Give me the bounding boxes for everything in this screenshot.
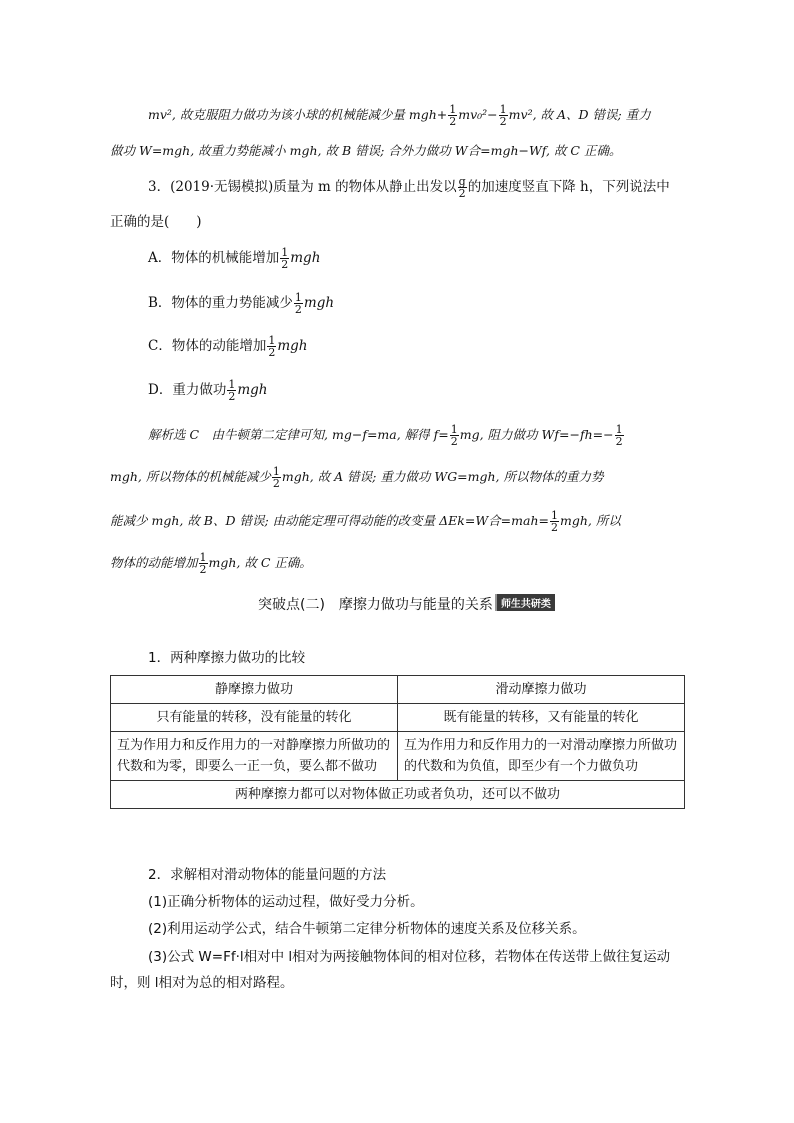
table-footer-cell: 两种摩擦力都可以对物体做正功或者负功，还可以不做功: [111, 781, 685, 809]
question-3-stem-cont: 正确的是( ): [110, 214, 202, 230]
section-title: 突破点(二) 摩擦力做功与能量的关系: [258, 597, 493, 613]
fraction-half: $\frac{1}{2}$: [449, 103, 457, 128]
top-line-1: [148, 104, 651, 127]
table-cell: 互为作用力和反作用力的一对静摩擦力所做功的代数和为零，即要么一正一负，要么都不做功: [111, 732, 398, 781]
table-row: [111, 732, 685, 781]
table-cell: 互为作用力和反作用力的一对滑动摩擦力所做功的代数和为负值，即至少有一个力做负功: [398, 732, 685, 781]
option-c[interactable]: C．物体的动能增加 $\frac{1}{2}$ mgh: [148, 334, 308, 359]
analysis-line-2: mgh, 所以物体的机械能减少 $\frac{1}{2}$ mgh, 故 A 错误; 重力做功 WG=mgh, 所以物体的重力势: [110, 465, 604, 490]
table-footer-row: [111, 781, 685, 809]
comparison-table: [110, 675, 685, 809]
analysis-line-1: 解析选 C 由牛顿第二定律可知, mg−f=ma, 解得 f= $\frac{1}{2}$ mg, 阻力做功 Wf=−fh=− $\frac{1}{2}$: [148, 423, 623, 448]
table-cell: 只有能量的转移，没有能量的转化: [111, 704, 398, 732]
option-d[interactable]: D．重力做功 $\frac{1}{2}$ mgh: [148, 378, 268, 403]
analysis-line-4: 物体的动能增加 $\frac{1}{2}$ mgh, 故 C 正确。: [110, 551, 312, 576]
method-item-3: (3)公式 W=Ff·l相对中 l相对为两接触物体间的相对位移，若物体在传送带上做往复运动: [148, 949, 671, 965]
table-header-row: [111, 676, 685, 704]
section-badge: 师生共研类: [495, 594, 555, 611]
analysis-line-3: 能减少 mgh, 故 B、D 错误; 由动能定理可得动能的改变量 ΔEk=W合=mah= $\frac{1}{2}$ mgh, 所以: [110, 509, 621, 534]
method-item-3-cont: 时，则 l相对为总的相对路程。: [110, 975, 294, 991]
fraction-half: $\frac{1}{2}$: [499, 103, 507, 128]
option-a[interactable]: A．物体的机械能增加 $\frac{1}{2}$ mgh: [148, 246, 321, 271]
table-cell: 既有能量的转移，又有能量的转化: [398, 704, 685, 732]
option-b[interactable]: B．物体的重力势能减少 $\frac{1}{2}$ mgh: [148, 291, 335, 316]
top-line-2: 做功 W=mgh, 故重力势能减小 mgh, 故 B 错误; 合外力做功 W合=mgh−Wf, 故 C 正确。: [110, 143, 622, 158]
section-heading: [258, 594, 555, 614]
table-header-sliding: 滑动摩擦力做功: [398, 676, 685, 704]
top-line-1-part-b: mv₀²−: [458, 107, 498, 122]
question-3-stem: 3．(2019·无锡模拟)质量为 m 的物体从静止出发以 $\frac{g}{2}$ 的加速度竖直下降 h，下列说法中: [148, 175, 670, 200]
top-line-1-part-c: mv², 故 A、D 错误; 重力: [508, 107, 651, 122]
compare-heading: 1．两种摩擦力做功的比较: [148, 650, 306, 666]
table-header-static: 静摩擦力做功: [111, 676, 398, 704]
method-item-1: (1)正确分析物体的运动过程，做好受力分析。: [148, 894, 424, 910]
fraction-g-over-2: $\frac{g}{2}$: [458, 175, 466, 200]
table-row: [111, 704, 685, 732]
method-item-2: (2)利用运动学公式，结合牛顿第二定律分析物体的速度关系及位移关系。: [148, 921, 586, 937]
top-line-1-part-a: mv², 故克服阻力做功为该小球的机械能减少量 mgh+: [148, 107, 448, 122]
method-heading: 2．求解相对滑动物体的能量问题的方法: [148, 867, 387, 883]
